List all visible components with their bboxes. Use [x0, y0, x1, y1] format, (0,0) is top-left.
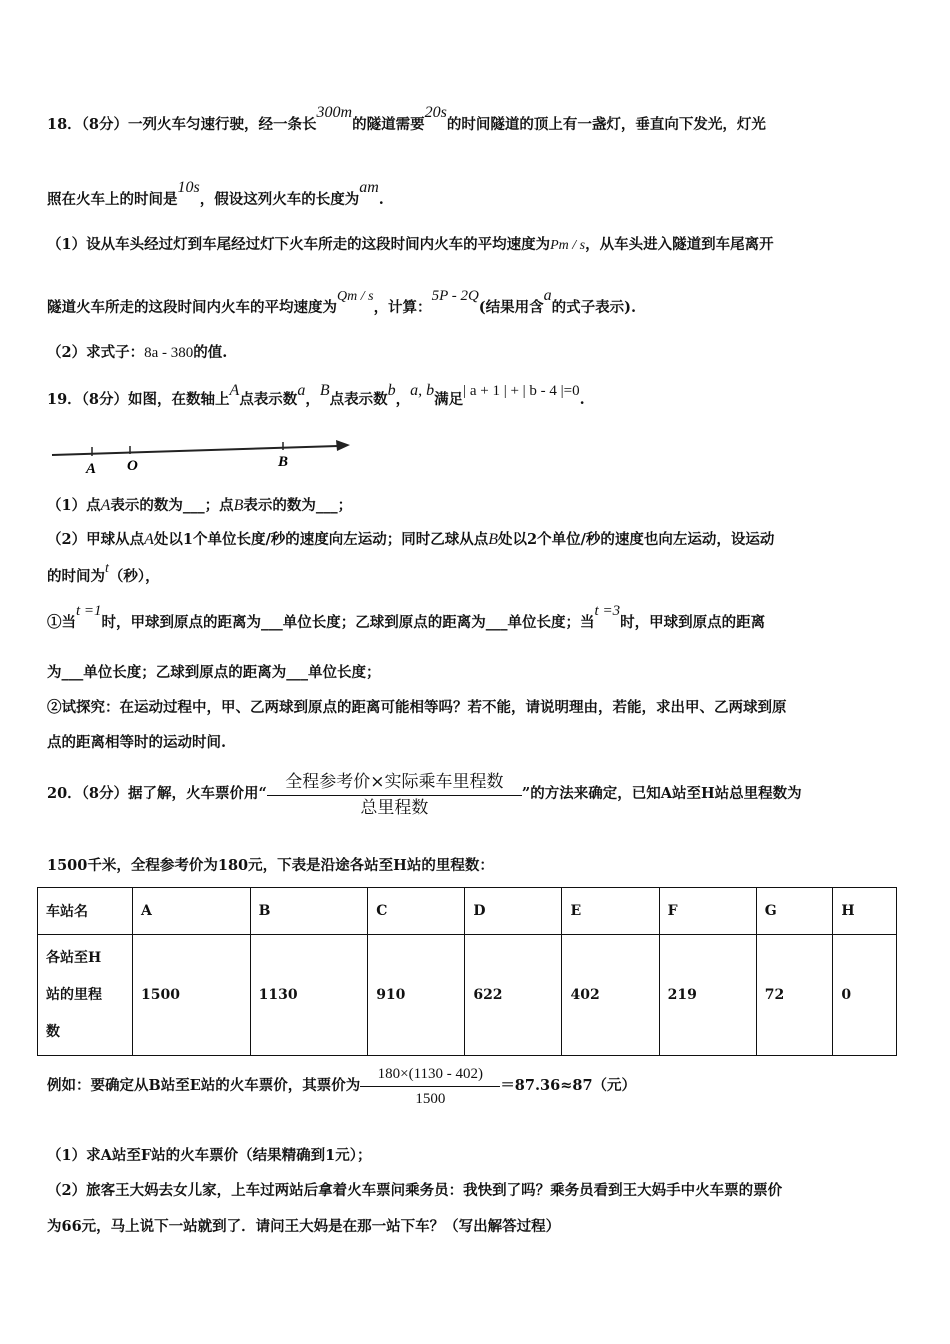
table-header-cell: F	[659, 888, 756, 935]
mileage-table	[37, 887, 897, 1056]
q18-part1-line-1: （1）设从车头经过灯到车尾经过灯下火车所走的这段时间内火车的平均速度为Pm / s，从车头进入隧道到车尾离开	[47, 236, 774, 253]
table-header-row	[38, 888, 897, 935]
q19-case1-line-2: 为___单位长度；乙球到原点的距离为___单位长度；	[47, 664, 381, 681]
table-cell: 72	[756, 935, 833, 1056]
table-header-cell: D	[465, 888, 562, 935]
table-header-cell: B	[250, 888, 368, 935]
q19-part1: （1）点A表示的数为___；点B表示的数为___；	[47, 497, 353, 514]
q20-line-2: 1500千米，全程参考价为180元，下表是沿途各站至H站的里程数：	[47, 857, 494, 874]
table-header-cell: 车站名	[38, 888, 133, 935]
light-time: 10s	[177, 179, 200, 196]
label-a: A	[86, 461, 97, 477]
t-equals-1: t =1	[76, 603, 102, 619]
table-cell: 1130	[250, 935, 368, 1056]
q18-line-2: 照在火车上的时间是10s，假设这列火车的长度为am.	[47, 179, 384, 208]
train-length: am	[359, 179, 379, 196]
speed-p: Pm / s	[550, 238, 586, 253]
tunnel-length: 300m	[316, 104, 353, 121]
table-cell: 910	[368, 935, 465, 1056]
q19-case2-line-2: 点的距离相等时的运动时间.	[47, 734, 227, 751]
q19-line-1: 19．（8分）如图，在数轴上A点表示数a，B点表示数b，a, b满足| a + 1 | + | b - 4 |=0.	[47, 382, 585, 408]
number-line-axis	[52, 446, 338, 455]
arrow-head-icon	[336, 440, 350, 451]
table-header-cell: G	[756, 888, 833, 935]
q18-line-1: 18．（8分）一列火车匀速行驶，经一条长300m的隧道需要20s的时间隧道的顶上有一盏灯，垂直向下发光，灯光	[47, 104, 766, 133]
q20-part2-line-2: 为66元，马上说下一站就到了．请问王大妈是在那一站下车？（写出解答过程）	[47, 1218, 561, 1235]
speed-q: Qm / s	[337, 289, 374, 304]
row-label-cell: 各站至H 站的里程 数	[38, 935, 133, 1056]
table-header-cell: H	[833, 888, 897, 935]
table-cell: 622	[465, 935, 562, 1056]
example-fraction: $\frac{180\times(1130 - 402)}{1500}$	[360, 1064, 500, 1109]
q18-part2: （2）求式子：8a - 380的值.	[47, 344, 228, 361]
q20-example: 例如：要确定从B站至E站的火车票价，其票价为 $\frac{180\times(1130 - 402)}{1500}$ ＝87.36≈87（元）	[47, 1065, 637, 1107]
table-row	[38, 935, 897, 1056]
t-equals-3: t =3	[594, 603, 621, 619]
table-cell: 1500	[133, 935, 251, 1056]
q19-case2-line-1: ②试探究：在运动过程中，甲、乙两球到原点的距离可能相等吗？若不能，请说明理由，若能，求出甲、乙两球到原	[47, 699, 787, 716]
table-header-cell: A	[133, 888, 251, 935]
tunnel-time: 20s	[424, 104, 447, 121]
q20-line-1: 20．（8分）据了解，火车票价用“ $\frac{\text{全程参考价×实际乘车里程数}}{\text{总里程数}}$ ”的方法来确定，已知A站至H站总里程数为	[47, 771, 802, 818]
label-o: O	[127, 458, 138, 474]
q19-part2-line-1: （2）甲球从点A处以1个单位长度/秒的速度向左运动；同时乙球从点B处以2个单位/秒的速度也向左运动，设运动	[47, 531, 775, 548]
q18-part1-line-2: 隧道火车所走的这段时间内火车的平均速度为Qm / s，计算：5P - 2Q(结果用含a的式子表示).	[47, 287, 637, 316]
table-cell: 0	[833, 935, 897, 1056]
abs-condition: | a + 1 | + | b - 4 |=0	[463, 383, 580, 399]
expr-8a-380: 8a - 380	[144, 345, 194, 361]
expr-5p-2q: 5P - 2Q	[431, 288, 479, 304]
number-line-figure	[48, 432, 368, 477]
table-header-cell: C	[368, 888, 465, 935]
label-b: B	[278, 454, 289, 470]
table-header-cell: E	[562, 888, 659, 935]
q20-part1: （1）求A站至F站的火车票价（结果精确到1元）；	[47, 1147, 372, 1164]
q20-part2-line-1: （2）旅客王大妈去女儿家，上车过两站后拿着火车票问乘务员：我快到了吗？乘务员看到王大妈手中火车票的票价	[47, 1182, 783, 1199]
q19-part2-line-2: 的时间为t（秒），	[47, 561, 160, 585]
q19-case1-line-1: ①当t =1时，甲球到原点的距离为___单位长度；乙球到原点的距离为___单位长度；当t =3时，甲球到原点的距离	[47, 603, 766, 631]
table-cell: 219	[659, 935, 756, 1056]
table-cell: 402	[562, 935, 659, 1056]
fare-formula: $\frac{\text{全程参考价×实际乘车里程数}}{\text{总里程数}}$	[267, 771, 522, 818]
